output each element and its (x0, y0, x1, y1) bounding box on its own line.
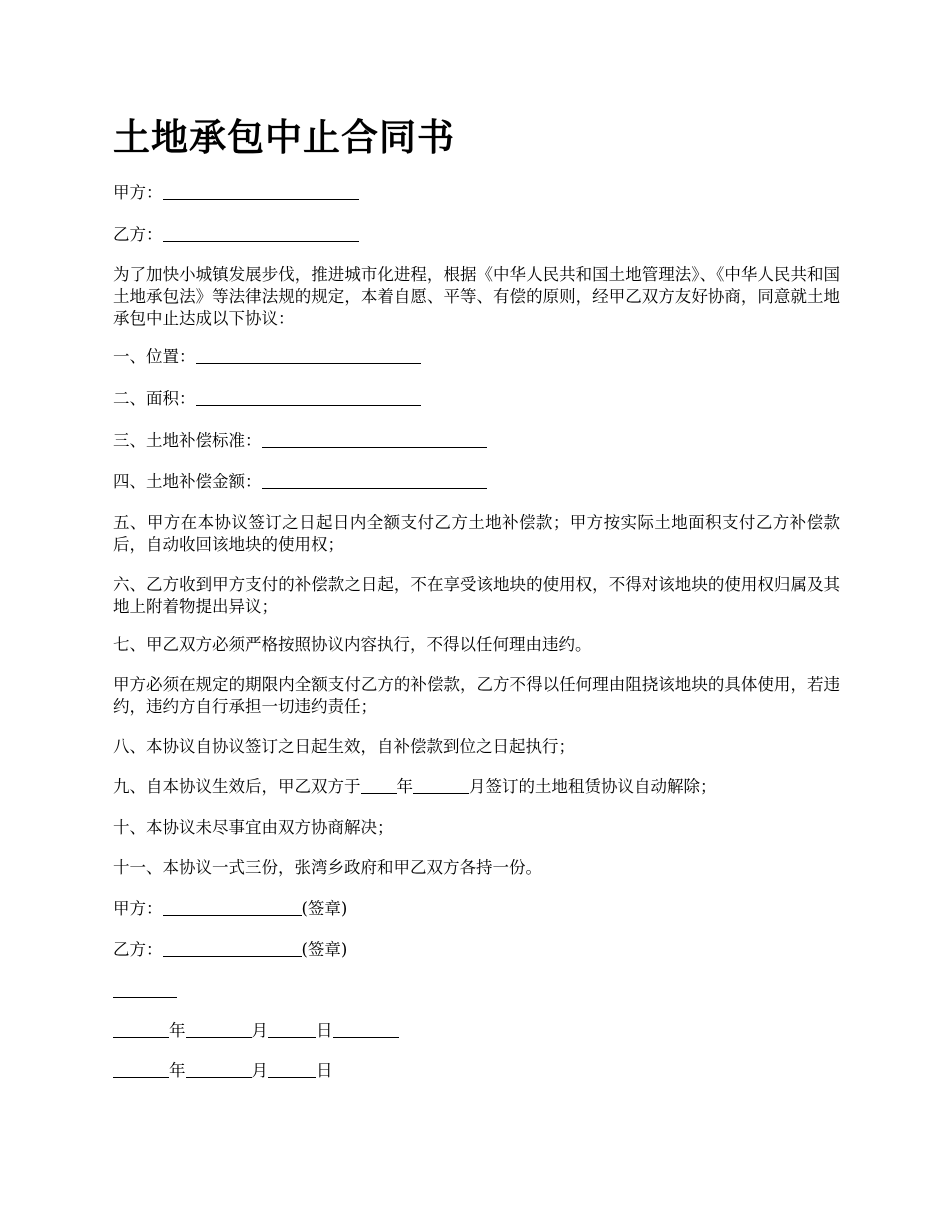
party-b-line (113, 224, 840, 246)
date-1-year-blank (113, 1021, 169, 1038)
signature-a-blank (163, 899, 302, 916)
date-line-1 (113, 1020, 840, 1042)
clause-7-detail: 甲方必须在规定的期限内全额支付乙方的补偿款，乙方不得以任何理由阻挠该地块的具体使用，若违约，违约方自行承担一切违约责任； (113, 675, 840, 716)
date-2-year-blank (113, 1061, 169, 1078)
signature-b (113, 939, 840, 961)
signature-b-seal: (签章) (301, 940, 348, 959)
clause-9 (113, 776, 840, 798)
field-amount-blank (262, 472, 487, 489)
date-2-day-blank (268, 1061, 316, 1078)
document-title: 土地承包中止合同书 (113, 115, 455, 159)
date-1-month-blank (186, 1021, 252, 1038)
clause-9-prefix: 九、自本协议生效后，甲乙双方于 (113, 777, 361, 796)
signature-a (113, 898, 840, 920)
party-b-label: 乙方： (113, 225, 163, 244)
clause-5: 五、甲方在本协议签订之日起日内全额支付乙方土地补偿款；甲方按实际土地面积支付乙方补偿款后，自动收回该地块的使用权； (113, 513, 840, 554)
date-2-year: 年 (169, 1061, 186, 1080)
field-area-label: 二、面积： (113, 389, 196, 408)
signature-a-seal: (签章) (301, 899, 348, 918)
clause-9-month-blank (413, 777, 469, 794)
clause-8: 八、本协议自协议签订之日起生效，自补偿款到位之日起执行； (113, 737, 575, 756)
date-1-day-blank (268, 1021, 316, 1038)
intro-paragraph: 为了加快小城镇发展步伐，推进城市化进程，根据《中华人民共和国土地管理法》、《中华人民共和国土地承包法》等法律法规的规定，本着自愿、平等、有偿的原则，经甲乙双方友好协商，同意就土地承包中止达成以下协议： (113, 265, 840, 328)
date-1-trailing-blank (333, 1021, 399, 1038)
field-location-blank (196, 347, 421, 364)
field-location-label: 一、位置： (113, 347, 196, 366)
clause-6: 六、乙方收到甲方支付的补偿款之日起，不在享受该地块的使用权，不得对该地块的使用权归属及其地上附着物提出异议； (113, 575, 840, 616)
signature-b-blank (163, 940, 302, 957)
field-amount-label: 四、土地补偿金额： (113, 472, 262, 491)
date-1-year: 年 (169, 1021, 186, 1040)
clause-9-year-blank (361, 777, 397, 794)
party-a-line (113, 182, 840, 204)
blank-line-rule (113, 981, 177, 998)
party-b-blank (163, 225, 359, 242)
clause-9-year: 年 (396, 777, 413, 796)
date-1-month: 月 (251, 1021, 268, 1040)
field-standard-label: 三、土地补偿标准： (113, 431, 262, 450)
date-1-day: 日 (316, 1021, 333, 1040)
field-standard-blank (262, 431, 487, 448)
party-a-label: 甲方： (113, 183, 163, 202)
clause-11: 十一、本协议一式三份，张湾乡政府和甲乙双方各持一份。 (113, 858, 542, 877)
clause-9-suffix: 月签订的土地租赁协议自动解除； (469, 777, 717, 796)
date-2-day: 日 (316, 1061, 333, 1080)
clause-10: 十、本协议未尽事宜由双方协商解决； (113, 818, 394, 837)
clause-7: 七、甲乙双方必须严格按照协议内容执行，不得以任何理由违约。 (113, 635, 592, 654)
field-standard (113, 430, 840, 452)
blank-line (113, 980, 840, 1002)
field-amount (113, 471, 840, 493)
date-2-month-blank (186, 1061, 252, 1078)
field-location (113, 346, 840, 368)
field-area (113, 388, 840, 410)
signature-b-label: 乙方： (113, 940, 163, 959)
party-a-blank (163, 183, 359, 200)
date-2-month: 月 (251, 1061, 268, 1080)
field-area-blank (196, 389, 421, 406)
date-line-2 (113, 1060, 840, 1082)
signature-a-label: 甲方： (113, 899, 163, 918)
